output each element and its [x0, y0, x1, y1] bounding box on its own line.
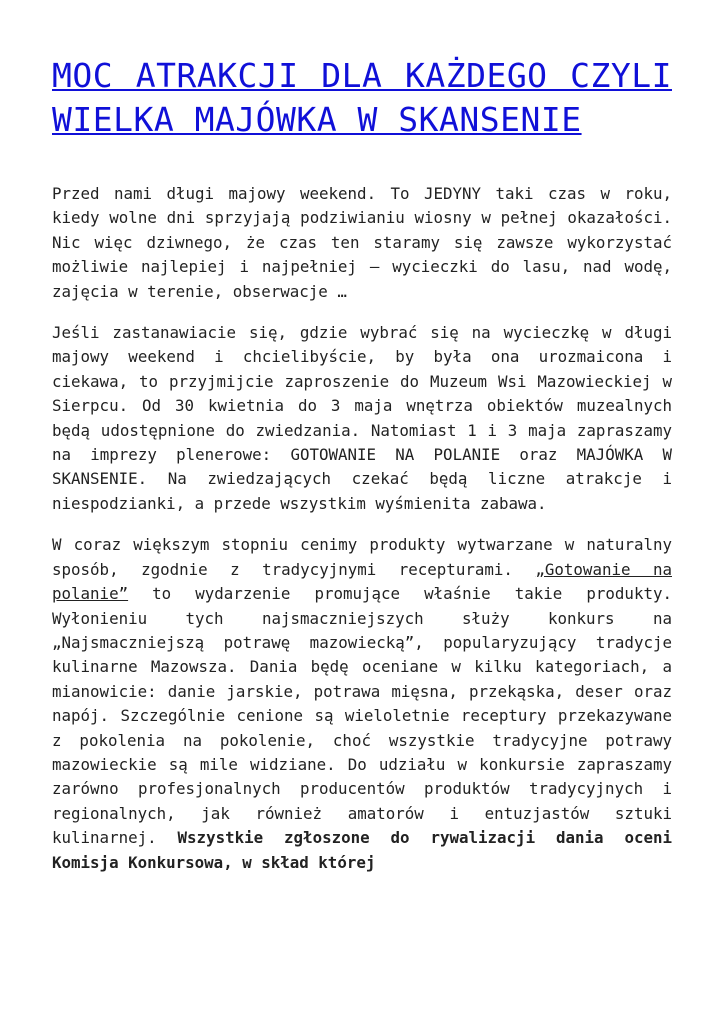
bold-text: Wszystkie zgłoszone do rywalizacji dania oceni Komisja Konkursowa, w skład której: [52, 828, 672, 872]
paragraph-invitation: Jeśli zastanawiacie się, gdzie wybrać się na wycieczkę w długi majowy weekend i chcielibyście, by była ona urozmaicona i ciekawa, to przyjmijcie zaproszenie do Muzeum Wsi Mazowieckiej w Sierpcu. Od 30 kwietnia do 3 maja wnętrza obiektów muzealnych będą udostępnione do zwiedzania. Natomiast 1 i 3 maja zapraszamy na imprezy plenerowe: GOTOWANIE NA POLANIE oraz MAJÓWKA W SKANSENIE. Na zwiedzających czekać będą liczne atrakcje i niespodzianki, a przede wszystkim wyśmienita zabawa.: [52, 323, 672, 513]
post-title-link[interactable]: MOC ATRAKCJI DLA KAŻDEGO CZYLI WIELKA MAJÓWKA W SKANSENIE: [52, 56, 672, 139]
post-content: [52, 182, 672, 875]
paragraph-text: to wydarzenie promujące właśnie takie produkty. Wyłonieniu tych najsmaczniejszych służy konkurs na „Najsmaczniejszą potrawę mazowiecką”, popularyzujący tradycje kulinarne Mazowsza. Dania będę oceniane w kilku kategoriach, a mianowicie: danie jarskie, potrawa mięsna, przekąska, deser oraz napój. Szczególnie cenione są wieloletnie receptury przekazywane z pokolenia na pokolenie, choć wszystkie tradycyjne potrawy mazowieckie są mile widziane. Do udziału w konkursie zapraszamy zarówno profesjonalnych producentów produktów tradycyjnych i regionalnych, jak również amatorów i entuzjastów sztuki kulinarnej.: [52, 584, 672, 848]
paragraph-intro: Przed nami długi majowy weekend. To JEDYNY taki czas w roku, kiedy wolne dni sprzyjają podziwianiu wiosny w pełnej okazałości. Nic więc dziwnego, że czas ten staramy się zawsze wykorzystać możliwie najlepiej i najpełniej – wycieczki do lasu, nad wodę, zajęcia w terenie, obserwacje …: [52, 184, 672, 301]
paragraph-text: W coraz większym stopniu cenimy produkty wytwarzane w naturalny sposób, zgodnie z tradycyjnymi recepturami.: [52, 535, 672, 579]
paragraph-cooking-contest: [52, 533, 672, 875]
gotowanie-na-polanie-link[interactable]: „Gotowanie na polanie”: [52, 559, 672, 604]
document-page: [52, 54, 672, 892]
post-title: [52, 54, 672, 142]
